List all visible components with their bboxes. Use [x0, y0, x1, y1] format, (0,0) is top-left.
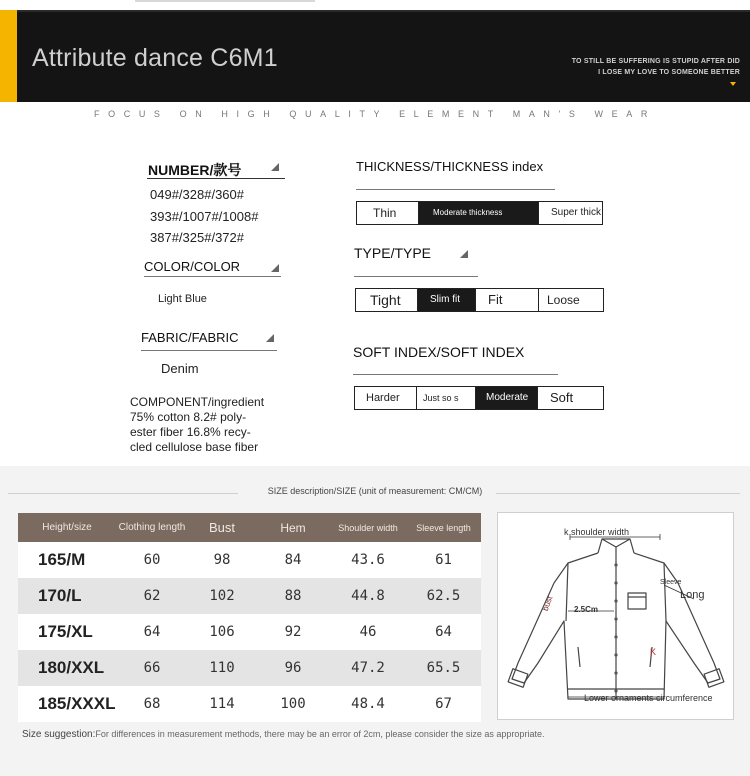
size-title: SIZE description/SIZE (unit of measurement: CM/CM)	[267, 486, 483, 496]
table-row: 170/L 62 102 88 44.8 62.5	[18, 578, 481, 614]
scale-option: Super thick	[551, 207, 602, 218]
table-row: 175/XL 64 106 92 46 64	[18, 614, 481, 650]
header-cell: Height/size	[18, 513, 116, 542]
top-strip	[0, 0, 750, 9]
scale-option-selected: Moderate	[476, 387, 538, 409]
number-value-3: 387#/325#/372#	[150, 230, 244, 245]
table-row: 185/XXXL 68 114 100 48.4 67	[18, 686, 481, 722]
triangle-icon	[271, 163, 279, 171]
hem-label: Lower ornaments circumference	[584, 693, 713, 703]
shoulder-width-label: k shoulder width	[564, 527, 630, 537]
header-quote: TO STILL BE SUFFERING IS STUPID AFTER DID I LOSE MY LOVE TO SOMEONE BETTER	[571, 58, 740, 76]
tagline: FOCUS ON HIGH QUALITY ELEMENT MAN'S WEAR	[94, 109, 656, 119]
table-header-row	[18, 513, 481, 542]
color-label: COLOR/COLOR	[144, 259, 241, 274]
number-value-2: 393#/1007#/1008#	[150, 209, 259, 224]
triangle-icon	[271, 264, 279, 272]
number-value-1: 049#/328#/360#	[150, 187, 244, 202]
scale-option: Loose	[547, 293, 580, 307]
scale-option: Tight	[356, 289, 418, 311]
type-scale	[355, 288, 604, 312]
fabric-label: FABRIC/FABRIC	[141, 330, 239, 345]
component-text: COMPONENT/ingredient 75% cotton 8.2# poly- ester fiber 16.8% recy- cled cellulose base fiber	[130, 395, 265, 454]
chest-mark-label: 2.5Cm	[574, 605, 599, 614]
fabric-value: Denim	[161, 361, 199, 376]
jacket-icon	[498, 513, 735, 721]
page-title: Attribute dance C6M1	[32, 44, 278, 72]
scale-option: Fit	[476, 289, 539, 311]
bust-label: bust	[540, 594, 555, 613]
scale-option: Thin	[357, 202, 419, 224]
header-banner	[0, 10, 750, 102]
number-label: NUMBER/款号	[148, 162, 242, 178]
header-cell: Sleeve length	[406, 513, 481, 542]
scale-option: Soft	[550, 390, 574, 405]
table-row: 180/XXL 66 110 96 47.2 65.5	[18, 650, 481, 686]
soft-scale	[354, 386, 604, 410]
sleeve-label: Sleeve	[660, 579, 682, 586]
size-suggestion: Size suggestion:For differences in measurement methods, there may be an error of 2cm, please consider the size as appropriate.	[22, 729, 545, 740]
caret-down-icon	[730, 82, 736, 86]
k-mark-label: K	[650, 647, 657, 657]
jacket-diagram	[497, 512, 734, 720]
scale-option-selected: Moderate thickness	[419, 202, 539, 224]
scale-option: Just so s	[417, 387, 476, 409]
scale-option-selected: Slim fit	[418, 289, 476, 311]
triangle-icon	[266, 334, 274, 342]
long-label: Long	[680, 589, 705, 601]
scale-option: Harder	[355, 387, 417, 409]
soft-label: SOFT INDEX/SOFT INDEX	[353, 344, 525, 360]
thickness-scale	[356, 201, 603, 225]
size-table	[18, 513, 481, 722]
header-cell: Clothing length	[116, 513, 188, 542]
triangle-icon	[460, 250, 468, 258]
thickness-label: THICKNESS/THICKNESS index	[356, 159, 544, 174]
header-cell: Shoulder width	[330, 513, 406, 542]
header-cell: Hem	[256, 513, 330, 542]
accent-bar	[0, 10, 17, 102]
header-cell: Bust	[188, 513, 256, 542]
table-row: 165/M 60 98 84 43.6 61	[18, 542, 481, 578]
type-label: TYPE/TYPE	[354, 245, 432, 261]
color-value: Light Blue	[158, 293, 207, 305]
